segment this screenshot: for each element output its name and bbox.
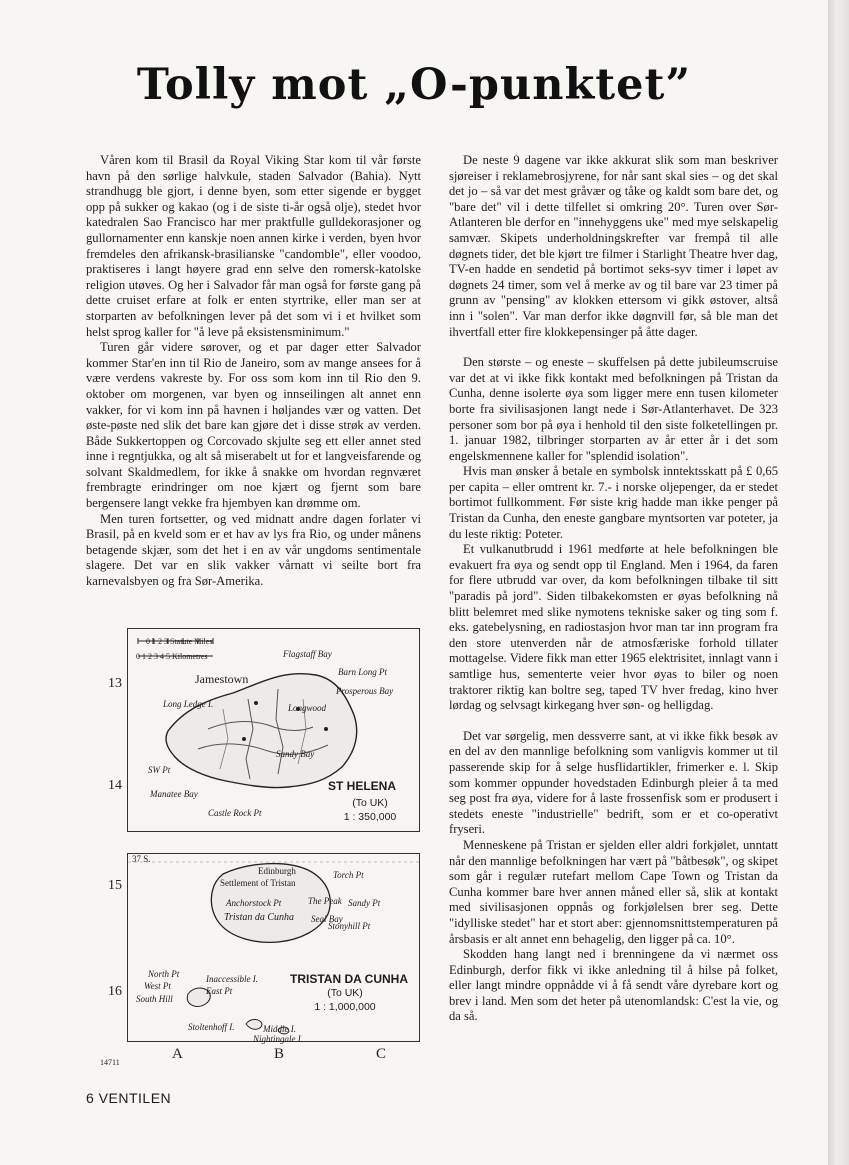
grid-column-label: C xyxy=(376,1046,387,1062)
page-edge xyxy=(828,0,849,1165)
grid-column-label: A xyxy=(172,1046,183,1062)
tristan-da-cunha-map: 37 S. Edinburgh Settlement of Tristan Torch Pt The Peak Sandy Pt Anchorstock Pt Tristan da Cunha Seal Bay Stonyhill Pt North Pt West Pt South Hill Inaccessible I. East Pt Stoltenhoff I. Middle I. Nightingale I. TRISTAN DA CUNHA (To UK) 1 : 1,000,000 xyxy=(127,853,420,1042)
grid-row-label: 15 xyxy=(108,878,122,893)
paragraph: Men turen fortsetter, og ved midnatt andre dagen forlater vi Brasil, på en kveld som er et hav av lys fra Rio, og under månens betagende skjær, som det het i en av vår ungdoms sentimentale slagere. Det var en slik vakker vårnatt vi seilte bort fra karnevalsbyen og fra Sør-Amerika. xyxy=(86,511,421,589)
map-scale: 1 : 1,000,000 xyxy=(314,1001,376,1013)
map-code: 14711 xyxy=(100,1058,120,1067)
paragraph: Hvis man ønsker å betale en symbolsk inntektsskatt på £ 0,65 per capita – eller omtrent kr. 7.- i norske oljepenger, da er stedet bortimot fullkomment. Før siste krig hadde man ikke penger på Tristan da Cunha, den eneste gangbare myntsorten var poteter, ja du leste riktig: Poteter. xyxy=(449,464,778,541)
jamestown-label: Jamestown xyxy=(195,672,249,686)
paragraph: Skodden hang langt ned i brenningene da vi nærmet oss Edinburgh, derfor fikk vi ikke anledning til å hilse på folket, eller langt mindre oppnådde vi å få sendt våre dyrebare kort og brev i land. Men som det heter på utenomlandsk: C'est la vie, og da så. xyxy=(449,947,778,1024)
paragraph: Turen går videre sørover, og et par dager etter Salvador kommer Star'en inn til Rio de Janeiro, som av mange ansees for å være verdens vakreste by. For oss som kom inn til Rio den 9. oktober om morgenen, var byen og innseilingen alt annet enn vakker, for vi kom inn på havnen i høljandes vær og vatten. Det øste-pøste ned slik det bare kan gjøre det i disse strøk av verden. Både Sukkertoppen og Corcovado skjulte seg ett eller annet sted inne i regntjukka, og alt så miserabelt ut for et langveisfarende og solvant Skaldmedlem, for ikke å snakke om hvordan regnværet frembragte erindringer om noe kjært og fjernt som bare bergensere langt vekke fra hjembyen kan drømme om. xyxy=(86,340,421,511)
paragraph: Det var sørgelig, men dessverre sant, at vi ikke fikk besøk av en del av den mannlige befolkning som vanligvis kommer ut til passerende skip for å selge husflidartikler, frimerker e. l. Skip som kommer oppunder hovedstaden Edinburgh pleier å ta med seg post fra øya, videre for å laste frossenfisk som er produsert i stedets eneste "industrielle" bedrift, som er et co-operativt fryseri. xyxy=(449,728,778,837)
paragraph: Menneskene på Tristan er sjelden eller aldri forkjølet, unntatt når den mannlige befolkningen har vært på "båtbesøk", og skipet som går i regulær rutefart mellom Cape Town og Tristan da Cunha kommer bare hver annen måned eller så, slik at kontakt med sivilisasjonen oppnås og forkjølelsen brer seg. Dette "idylliske stedet" har et stort aber: gjennomsnittstemperaturen på årsbasis er alt annet enn behagelig, den ligger på ca. 10°. xyxy=(449,837,778,946)
grid-column-label: B xyxy=(274,1046,285,1062)
article-title: Tolly mot „O-punktet” xyxy=(136,60,692,110)
paragraph: Våren kom til Brasil da Royal Viking Star kom til vår første havn på den sørlige halvkule, staden Salvador (Bahia). Nytt strandhugg ble gjort, i denne byen, som etter sigende er bygget opp på sukker og kakao (og i de siste ti-år også olje), stedet hvor katedralen Sao Francisco har mer praktfulle gulldekorasjoner og gullornamenter enn kanskje noen annen kirke i verden, byen hvor fremdeles den afrikansk-brasilianske "candomble", eller voodoo, praktiseres i langt høyere grad enn selve den romersk-katolske religion utøves. Og her i Salvador får man også for første gang på dette cruiset erfare at folk er enten styrtrike, eller man ser at storparten av befolkningen lever på det som vi i et hvilket som helst sprog kaller for "å leve på eksistensminimum." xyxy=(86,153,421,339)
text-column-right xyxy=(449,153,778,1025)
grid-row-label: 16 xyxy=(108,984,122,999)
paragraph: Den største – og eneste – skuffelsen på dette jubileumscruise var det at vi ikke fikk kontakt med befolkningen på Tristan da Cunha, denne isolerte øya som ligger mere enn tusen kilometer borte fra sivilisasjonen langt nede i Sør-Atlanterhavet. De 323 personer som bor på øya i henhold til den siste folketellingen pr. 1. januar 1982, tilbringer storparten av år etter år i det som engelskmennene kaller for "splendid isolation". xyxy=(449,355,778,463)
grid-row-label: 13 xyxy=(108,676,122,691)
map-figure xyxy=(100,628,420,1068)
map-scale: 1 : 350,000 xyxy=(343,811,397,823)
paragraph: Et vulkanutbrudd i 1961 medførte at hele befolkningen ble evakuert fra øya og sendt opp til England. Men i 1964, da faren for flere utbrudd var over, da kom befolkningen tilbake til sitt "paradis på jord". Siden tilbakekomsten er øyas befolkning nå blitt belemret med slike nymotens tekniske saker og ting som f. eks. gatebelysning, en radiostasjon hvor man tar inn program fra den store utenverden når de atmosfæriske forhold tillater mottagelse. Videre fikk man etter 1965 elektrisitet, innlagt vann i samtlige hus, sementerte veier hvor øyas to biler og noen traktorer riktig kan boltre seg, taped TV hver fredag, kino hver lørdag og selvsagt kirkegang hver søn- og helligdag. xyxy=(449,542,778,713)
map-subtitle: (To UK) xyxy=(327,987,363,999)
text-column-left xyxy=(86,153,421,590)
map-subtitle: (To UK) xyxy=(352,797,388,809)
map-title: TRISTAN DA CUNHA xyxy=(290,972,408,986)
st-helena-map: 0 1 2 3 Statute Miles 0 1 2 3 4 5 Kilometres Jamestown Flagstaff Bay Barn Long Pt Prosperous Bay Longwood Long Ledge I. SW Pt Sandy Bay Manatee Bay Castle Rock Pt ST HELENA (To UK) 1 : 350,000 xyxy=(127,628,420,832)
page-footer: 6 VENTILEN xyxy=(86,1090,172,1106)
paragraph: De neste 9 dagene var ikke akkurat slik som man beskriver sjøreiser i reklamebrosjyrene, for når sant skal sies – og det skal det jo – så var det mest gråvær og tåke og kaldt som bare det, og "bare det" vil i dette tilfellet si omkring 20°. Turen over Sør-Atlanteren ble derfor en "innehyggens uke" med mye selskapelig samvær. Skipets underholdningskrefter var frempå til alle døgnets tider, det ble kjørt tre filmer i Starlight Theatre hver dag, TV-en hadde en sendetid på bortimot seks-syv timer i løpet av døgnets 24 timer, som vel å merke av og til bare var 23 timer på grunn av "pensing" av klokken ettersom vi gikk østover, altså inn i "solen". Var man derfor ikke døgnvill før, så ble man det ihvertfall etter fire klokkepensinger på åtte dager. xyxy=(449,153,778,339)
map-title: ST HELENA xyxy=(328,779,397,793)
grid-row-label: 14 xyxy=(108,778,122,793)
